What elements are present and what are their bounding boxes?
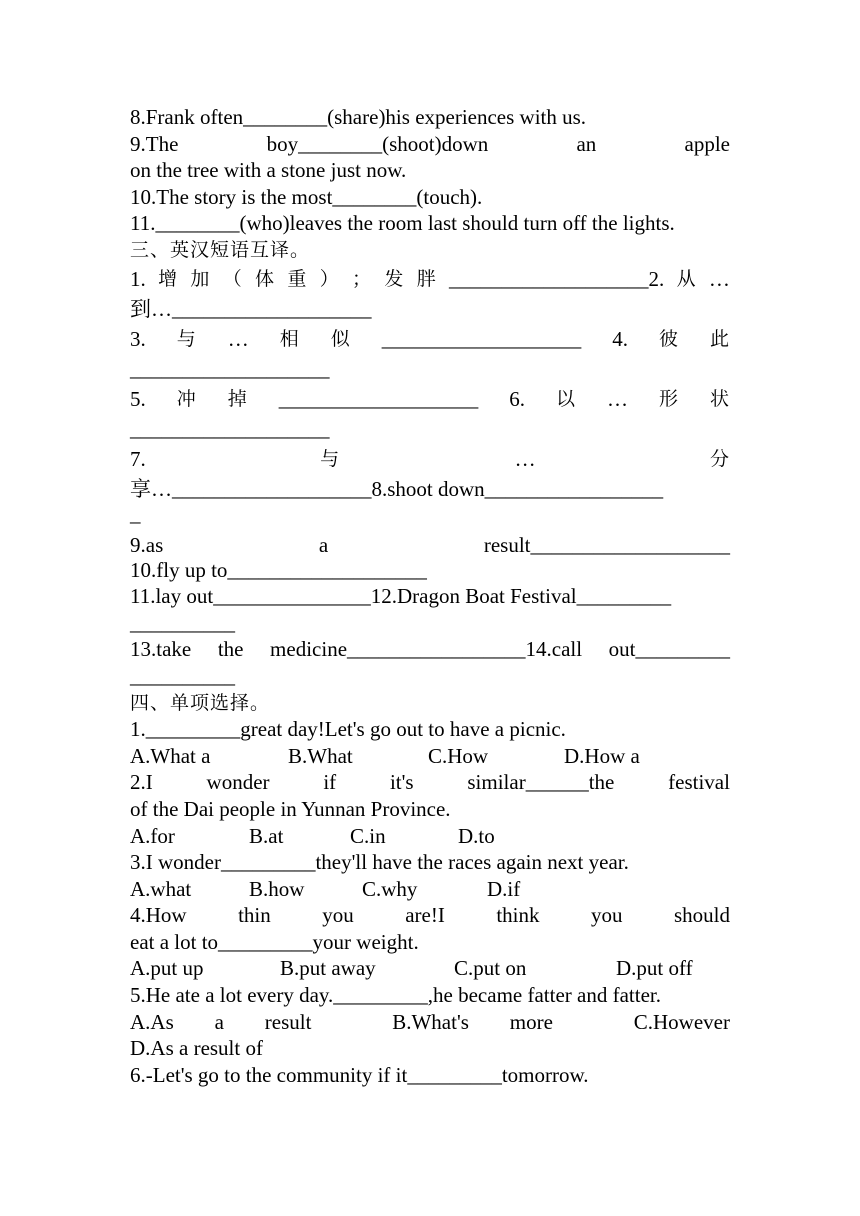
options-line: A.put up B.put away C.put on D.put off [130, 956, 693, 981]
options-line: A.What a B.What C.How D.How a [130, 743, 640, 768]
section-heading: 三、英汉短语互译。 [130, 238, 311, 261]
worksheet-content [130, 104, 730, 1088]
question-line: __________ [130, 663, 235, 688]
question-line: 3.I wonder_________they'll have the races again next year. [130, 850, 629, 875]
justified-line: 4.How thin you are!I think you should [130, 903, 730, 928]
question-line: eat a lot to_________your weight. [130, 929, 419, 954]
question-line: 8.Frank often________(share)his experiences with us. [130, 105, 587, 129]
justified-line: 9.The boy________(shoot)down an apple [130, 131, 730, 156]
question-line: 享…___________________8.shoot down_________________ [130, 476, 664, 501]
question-line: ___________________ [130, 416, 330, 441]
question-line: 6.-Let's go to the community if it_________tomorrow. [130, 1062, 589, 1087]
options-line: A.what B.how C.why D.if [130, 876, 521, 901]
justified-line: A.As a result B.What's more C.However [130, 1009, 730, 1034]
justified-line: 9.as a result___________________ [130, 532, 730, 557]
justified-line: 3. 与 … 相 似 ___________________ 4. 彼 此 [130, 326, 730, 351]
justified-line: 5. 冲 掉 ___________________ 6. 以 … 形 状 [130, 386, 730, 411]
question-line: _ [130, 501, 141, 526]
question-line: 10.fly up to___________________ [130, 557, 427, 582]
section-heading: 四、单项选择。 [130, 691, 271, 714]
question-line: 10.The story is the most________(touch). [130, 184, 483, 209]
question-line: D.As a result of [130, 1036, 263, 1061]
justified-line: 7. 与 … 分 [130, 446, 730, 471]
question-line: 11.lay out_______________12.Dragon Boat Festival_________ [130, 584, 672, 609]
question-line: ___________________ [130, 356, 330, 381]
justified-line: 13.take the medicine_________________14.call out_________ [130, 637, 730, 662]
question-line: __________ [130, 610, 235, 635]
question-line: 5.He ate a lot every day._________,he became fatter and fatter. [130, 983, 661, 1008]
options-line: A.for B.at C.in D.to [130, 823, 495, 848]
question-line: of the Dai people in Yunnan Province. [130, 796, 451, 821]
justified-line: 1. 增 加 （ 体 重 ） ； 发 胖 ___________________2. 从 … [130, 266, 730, 291]
question-line: 11.________(who)leaves the room last should turn off the lights. [130, 211, 675, 236]
question-line: 1._________great day!Let's go out to have a picnic. [130, 717, 566, 742]
question-line: on the tree with a stone just now. [130, 158, 407, 183]
justified-line: 2.I wonder if it's similar______the festival [130, 770, 730, 795]
question-line: 到…___________________ [130, 296, 372, 321]
